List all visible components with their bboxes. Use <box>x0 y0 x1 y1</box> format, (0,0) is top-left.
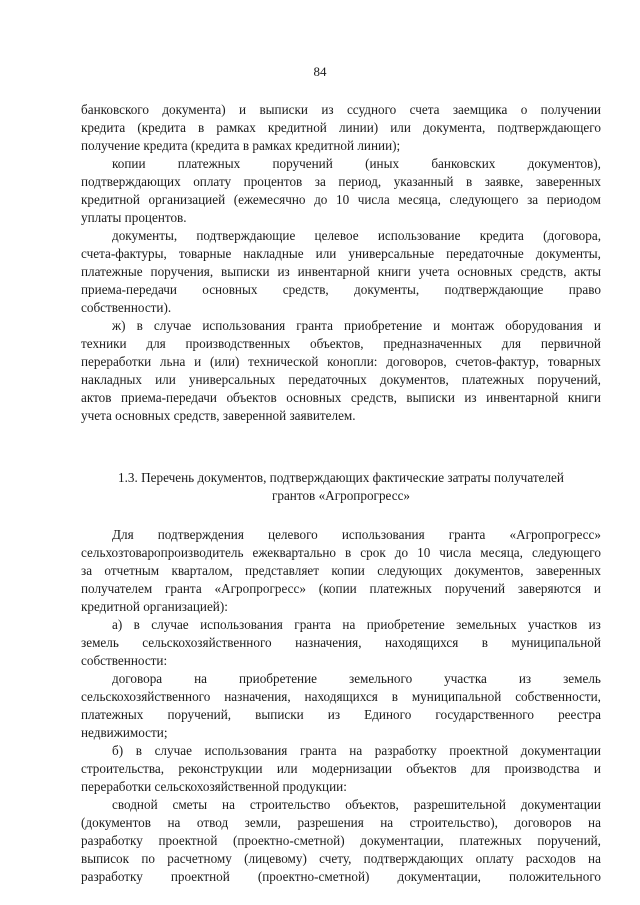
paragraph-line: за отчетным кварталом, представляет копии следующих документов, заверенных <box>81 563 601 578</box>
paragraph-line: строительства, реконструкции или модернизации объектов для производства и <box>81 761 601 776</box>
paragraph-line: Для подтверждения целевого использования гранта «Агропрогресс» <box>112 527 601 542</box>
page-number: 84 <box>313 64 327 79</box>
paragraph-line: договора на приобретение земельного участка из земель <box>112 671 601 686</box>
paragraph-line: документы, подтверждающие целевое использование кредита (договора, <box>112 228 601 243</box>
paragraph-line: копии платежных поручений (иных банковских документов), <box>112 156 601 171</box>
paragraph-line: счета-фактуры, товарные накладные или универсальные передаточные документы, <box>81 246 601 261</box>
paragraph-line: приема-передачи основных средств, документы, подтверждающие право <box>81 282 601 297</box>
paragraph-line: уплаты процентов. <box>81 210 187 225</box>
paragraph-line: платежных поручений, выписки из Единого государственного реестра <box>81 707 601 722</box>
section-heading-line: грантов «Агропрогресс» <box>271 488 411 503</box>
paragraph-line: недвижимости; <box>81 725 168 740</box>
paragraph-line: подтверждающих оплату процентов за период, указанный в заявке, заверенных <box>81 174 601 189</box>
paragraph-line: (документов на отвод земли, разрешения на строительство), договоров на <box>81 815 601 830</box>
paragraph-line: разработку проектной (проектно-сметной) документации, платежных поручений, <box>81 833 601 848</box>
paragraph-line: накладных или универсальных передаточных документов, платежных поручений, <box>81 372 601 387</box>
paragraph-line: переработки льна и (или) технической конопли: договоров, счетов-фактур, товарных <box>81 354 601 369</box>
paragraph-line: сельскохозяйственного назначения, находящихся в муниципальной собственности, <box>81 689 601 704</box>
paragraph-line: получателем гранта «Агропрогресс» (копии платежных поручений заверяются и <box>81 581 601 596</box>
paragraph-line: а) в случае использования гранта на приобретение земельных участков из <box>112 617 601 632</box>
paragraph-line: земель сельскохозяйственного назначения, находящихся в муниципальной <box>81 635 601 650</box>
paragraph-line: сельхозтоваропроизводитель ежеквартально в срок до 10 числа месяца, следующего <box>81 545 601 560</box>
paragraph-line: кредита (кредита в рамках кредитной линии) или документа, подтверждающего <box>81 120 601 135</box>
paragraph-line: разработку проектной (проектно-сметной) документации, положительного <box>81 869 601 884</box>
paragraph-line: сводной сметы на строительство объектов, разрешительной документации <box>112 797 601 812</box>
paragraph-line: актов приема-передачи объектов основных средств, выписки из инвентарной книги <box>81 390 601 405</box>
paragraph-line: банковского документа) и выписки из ссудного счета заемщика о получении <box>81 102 601 117</box>
paragraph-line: выписок по расчетному (лицевому) счету, подтверждающих оплату расходов на <box>81 851 601 866</box>
paragraph-line: получение кредита (кредита в рамках кредитной линии); <box>81 138 401 153</box>
paragraph-line: собственности: <box>81 653 168 668</box>
paragraph-line: платежные поручения, выписки из инвентарной книги учета основных средств, акты <box>81 264 601 279</box>
paragraph-line: кредитной организацией (ежемесячно до 10 числа месяца, следующего за периодом <box>81 192 601 207</box>
paragraph-line: собственности). <box>81 300 172 315</box>
paragraph-line: переработки сельскохозяйственной продукции: <box>81 779 347 794</box>
paragraph-line: учета основных средств, заверенной заявителем. <box>81 408 356 423</box>
section-heading-line: 1.3. Перечень документов, подтверждающих фактические затраты получателей <box>118 470 564 485</box>
paragraph-line: ж) в случае использования гранта приобретение и монтаж оборудования и <box>112 318 601 333</box>
paragraph-line: кредитной организацией): <box>81 599 228 614</box>
paragraph-line: техники для производственных объектов, предназначенных для первичной <box>81 336 601 351</box>
paragraph-line: б) в случае использования гранта на разработку проектной документации <box>112 743 601 758</box>
